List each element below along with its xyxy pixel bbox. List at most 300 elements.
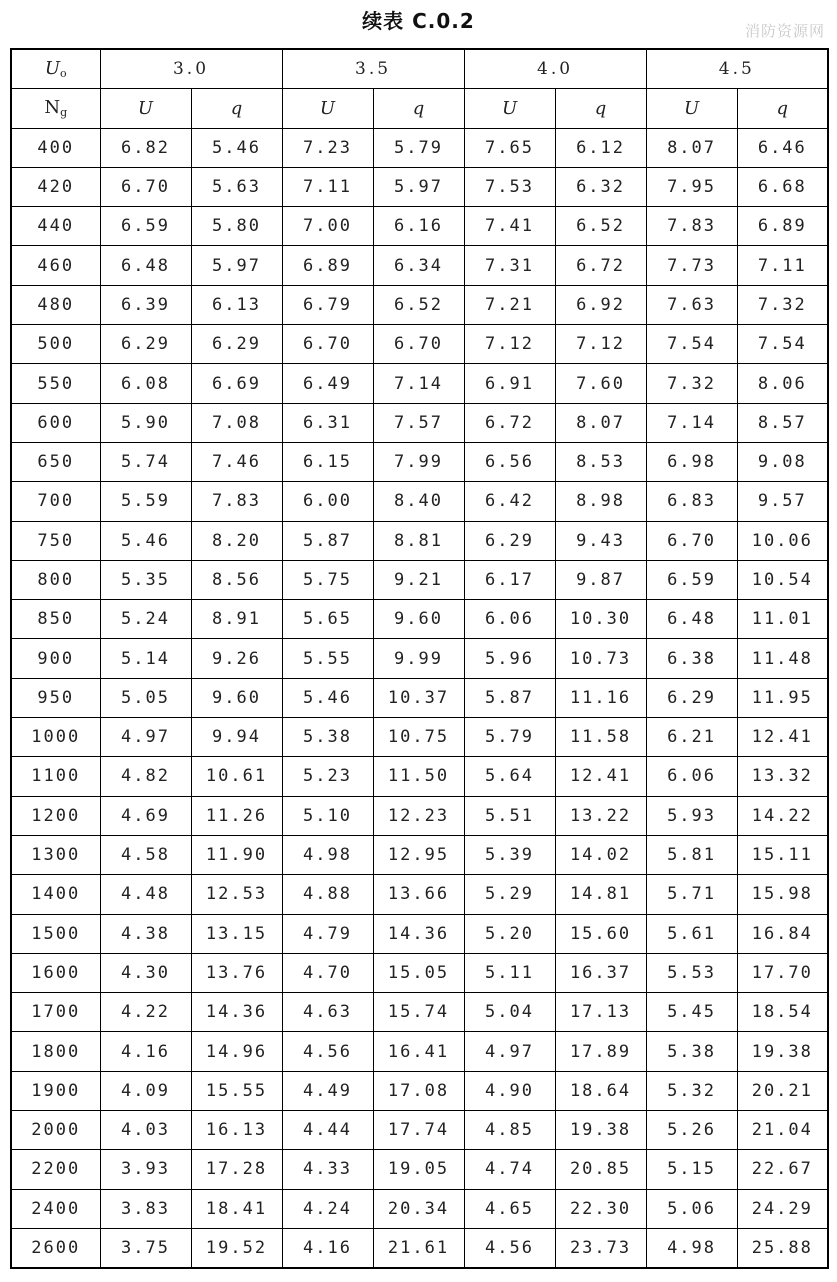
q-value-cell: 17.89	[555, 1032, 646, 1071]
q-value-cell: 21.04	[737, 1111, 828, 1150]
q-value-cell: 11.16	[555, 678, 646, 717]
q-value-cell: 7.54	[737, 325, 828, 364]
u-value-cell: 7.73	[646, 246, 737, 285]
q-value-cell: 6.70	[373, 325, 464, 364]
u-value-cell: 4.56	[464, 1228, 555, 1268]
q-value-cell: 7.60	[555, 364, 646, 403]
u-value-cell: 6.70	[282, 325, 373, 364]
subheader-q: q	[373, 89, 464, 128]
table-row	[11, 442, 828, 481]
u-value-cell: 6.06	[646, 757, 737, 796]
table-row	[11, 1150, 828, 1189]
q-value-cell: 14.36	[373, 914, 464, 953]
table-row	[11, 285, 828, 324]
q-value-cell: 5.80	[191, 207, 282, 246]
table-row	[11, 364, 828, 403]
group-header-2: 3.5	[282, 49, 464, 89]
u-value-cell: 5.46	[282, 678, 373, 717]
u-value-cell: 5.05	[100, 678, 191, 717]
q-value-cell: 9.94	[191, 718, 282, 757]
q-value-cell: 7.46	[191, 442, 282, 481]
q-value-cell: 13.76	[191, 953, 282, 992]
u-value-cell: 3.83	[100, 1189, 191, 1228]
u-value-cell: 6.08	[100, 364, 191, 403]
u-value-cell: 7.11	[282, 167, 373, 206]
u-value-cell: 6.31	[282, 403, 373, 442]
q-value-cell: 14.81	[555, 875, 646, 914]
q-value-cell: 15.74	[373, 993, 464, 1032]
u-value-cell: 8.07	[646, 128, 737, 167]
ng-value-cell: 1400	[11, 875, 100, 914]
subheader-q: q	[737, 89, 828, 128]
u-value-cell: 5.14	[100, 639, 191, 678]
u-value-cell: 5.51	[464, 796, 555, 835]
table-row	[11, 167, 828, 206]
u-value-cell: 5.71	[646, 875, 737, 914]
u-value-cell: 6.83	[646, 482, 737, 521]
u-value-cell: 6.70	[646, 521, 737, 560]
q-value-cell: 13.66	[373, 875, 464, 914]
table-row	[11, 835, 828, 874]
u-value-cell: 7.14	[646, 403, 737, 442]
u-value-cell: 6.15	[282, 442, 373, 481]
u-value-cell: 5.96	[464, 639, 555, 678]
q-value-cell: 13.32	[737, 757, 828, 796]
q-value-cell: 6.72	[555, 246, 646, 285]
u-value-cell: 5.20	[464, 914, 555, 953]
u-value-cell: 4.74	[464, 1150, 555, 1189]
q-value-cell: 7.14	[373, 364, 464, 403]
u-value-cell: 4.56	[282, 1032, 373, 1071]
q-value-cell: 6.92	[555, 285, 646, 324]
q-value-cell: 11.26	[191, 796, 282, 835]
q-value-cell: 6.16	[373, 207, 464, 246]
u-value-cell: 5.59	[100, 482, 191, 521]
q-value-cell: 16.37	[555, 953, 646, 992]
u-value-cell: 7.54	[646, 325, 737, 364]
header-row-subcolumns	[11, 89, 828, 128]
q-value-cell: 8.40	[373, 482, 464, 521]
q-value-cell: 15.11	[737, 835, 828, 874]
q-value-cell: 15.05	[373, 953, 464, 992]
q-value-cell: 7.08	[191, 403, 282, 442]
q-value-cell: 6.13	[191, 285, 282, 324]
q-value-cell: 10.30	[555, 600, 646, 639]
table-row	[11, 600, 828, 639]
q-value-cell: 19.52	[191, 1228, 282, 1268]
q-value-cell: 10.61	[191, 757, 282, 796]
u-value-cell: 4.48	[100, 875, 191, 914]
q-value-cell: 15.55	[191, 1071, 282, 1110]
u-value-cell: 4.63	[282, 993, 373, 1032]
u-value-cell: 5.38	[646, 1032, 737, 1071]
u-value-cell: 4.30	[100, 953, 191, 992]
q-value-cell: 9.26	[191, 639, 282, 678]
u-value-cell: 6.70	[100, 167, 191, 206]
u-value-cell: 6.89	[282, 246, 373, 285]
q-value-cell: 10.54	[737, 560, 828, 599]
q-value-cell: 10.37	[373, 678, 464, 717]
table-row	[11, 207, 828, 246]
u-value-cell: 7.63	[646, 285, 737, 324]
ng-value-cell: 1000	[11, 718, 100, 757]
q-value-cell: 8.98	[555, 482, 646, 521]
q-value-cell: 8.57	[737, 403, 828, 442]
u-value-cell: 6.00	[282, 482, 373, 521]
ng-value-cell: 900	[11, 639, 100, 678]
q-value-cell: 21.61	[373, 1228, 464, 1268]
ng-value-cell: 1700	[11, 993, 100, 1032]
u-value-cell: 6.72	[464, 403, 555, 442]
q-value-cell: 20.85	[555, 1150, 646, 1189]
header-u0-cell	[11, 49, 100, 89]
u-value-cell: 5.29	[464, 875, 555, 914]
u-value-cell: 5.38	[282, 718, 373, 757]
table-row	[11, 678, 828, 717]
u-value-cell: 3.75	[100, 1228, 191, 1268]
u-value-cell: 7.32	[646, 364, 737, 403]
u-value-cell: 4.49	[282, 1071, 373, 1110]
ng-value-cell: 460	[11, 246, 100, 285]
q-value-cell: 13.15	[191, 914, 282, 953]
u-value-cell: 5.45	[646, 993, 737, 1032]
q-value-cell: 6.34	[373, 246, 464, 285]
u-value-cell: 5.15	[646, 1150, 737, 1189]
u-value-cell: 5.90	[100, 403, 191, 442]
q-value-cell: 5.97	[373, 167, 464, 206]
q-value-cell: 10.06	[737, 521, 828, 560]
u-value-cell: 5.46	[100, 521, 191, 560]
table-row	[11, 1071, 828, 1110]
ng-symbol: N	[44, 97, 61, 119]
table-row	[11, 914, 828, 953]
q-value-cell: 15.60	[555, 914, 646, 953]
q-value-cell: 11.58	[555, 718, 646, 757]
table-row	[11, 246, 828, 285]
u-value-cell: 4.90	[464, 1071, 555, 1110]
u-value-cell: 3.93	[100, 1150, 191, 1189]
u-value-cell: 5.65	[282, 600, 373, 639]
ng-value-cell: 1600	[11, 953, 100, 992]
group-header-4: 4.5	[646, 49, 828, 89]
u-value-cell: 6.59	[646, 560, 737, 599]
q-value-cell: 24.29	[737, 1189, 828, 1228]
q-value-cell: 15.98	[737, 875, 828, 914]
q-value-cell: 23.73	[555, 1228, 646, 1268]
ng-value-cell: 700	[11, 482, 100, 521]
u-value-cell: 4.70	[282, 953, 373, 992]
u-value-cell: 4.82	[100, 757, 191, 796]
u-value-cell: 4.22	[100, 993, 191, 1032]
q-value-cell: 11.90	[191, 835, 282, 874]
q-value-cell: 12.23	[373, 796, 464, 835]
q-value-cell: 8.81	[373, 521, 464, 560]
q-value-cell: 5.79	[373, 128, 464, 167]
u-value-cell: 4.88	[282, 875, 373, 914]
u-value-cell: 6.49	[282, 364, 373, 403]
q-value-cell: 8.56	[191, 560, 282, 599]
u-value-cell: 6.98	[646, 442, 737, 481]
u0-subscript: o	[60, 67, 67, 81]
q-value-cell: 8.06	[737, 364, 828, 403]
u-value-cell: 4.97	[464, 1032, 555, 1071]
u-value-cell: 5.87	[464, 678, 555, 717]
q-value-cell: 11.01	[737, 600, 828, 639]
ng-value-cell: 500	[11, 325, 100, 364]
ng-value-cell: 400	[11, 128, 100, 167]
q-value-cell: 6.52	[555, 207, 646, 246]
u-value-cell: 4.58	[100, 835, 191, 874]
ng-value-cell: 750	[11, 521, 100, 560]
q-value-cell: 25.88	[737, 1228, 828, 1268]
table-row	[11, 403, 828, 442]
q-value-cell: 6.32	[555, 167, 646, 206]
u0-symbol: U	[44, 58, 61, 80]
header-ng-cell	[11, 89, 100, 128]
group-header-3: 4.0	[464, 49, 646, 89]
u-value-cell: 7.21	[464, 285, 555, 324]
table-row	[11, 639, 828, 678]
ng-value-cell: 650	[11, 442, 100, 481]
q-value-cell: 19.38	[737, 1032, 828, 1071]
ng-value-cell: 2000	[11, 1111, 100, 1150]
q-value-cell: 11.48	[737, 639, 828, 678]
u-value-cell: 5.53	[646, 953, 737, 992]
q-value-cell: 18.64	[555, 1071, 646, 1110]
u-value-cell: 5.75	[282, 560, 373, 599]
u-value-cell: 6.29	[646, 678, 737, 717]
table-row	[11, 521, 828, 560]
u-value-cell: 4.38	[100, 914, 191, 953]
q-value-cell: 5.46	[191, 128, 282, 167]
u-value-cell: 5.24	[100, 600, 191, 639]
u-value-cell: 6.82	[100, 128, 191, 167]
table-row	[11, 796, 828, 835]
q-value-cell: 9.57	[737, 482, 828, 521]
u-value-cell: 6.21	[646, 718, 737, 757]
q-value-cell: 16.13	[191, 1111, 282, 1150]
u-value-cell: 6.56	[464, 442, 555, 481]
q-value-cell: 19.38	[555, 1111, 646, 1150]
u-value-cell: 7.00	[282, 207, 373, 246]
u-value-cell: 6.17	[464, 560, 555, 599]
subheader-q: q	[555, 89, 646, 128]
q-value-cell: 17.70	[737, 953, 828, 992]
ng-value-cell: 550	[11, 364, 100, 403]
q-value-cell: 7.83	[191, 482, 282, 521]
u-value-cell: 5.81	[646, 835, 737, 874]
table-row	[11, 482, 828, 521]
q-value-cell: 9.21	[373, 560, 464, 599]
u-value-cell: 5.06	[646, 1189, 737, 1228]
q-value-cell: 14.02	[555, 835, 646, 874]
table-row	[11, 128, 828, 167]
ng-value-cell: 850	[11, 600, 100, 639]
q-value-cell: 17.28	[191, 1150, 282, 1189]
ng-value-cell: 2200	[11, 1150, 100, 1189]
ng-value-cell: 440	[11, 207, 100, 246]
u-value-cell: 5.39	[464, 835, 555, 874]
ng-value-cell: 1900	[11, 1071, 100, 1110]
q-value-cell: 6.68	[737, 167, 828, 206]
u-value-cell: 4.79	[282, 914, 373, 953]
q-value-cell: 10.73	[555, 639, 646, 678]
q-value-cell: 6.12	[555, 128, 646, 167]
q-value-cell: 7.99	[373, 442, 464, 481]
u-value-cell: 6.48	[646, 600, 737, 639]
header-row-groups	[11, 49, 828, 89]
ng-value-cell: 1500	[11, 914, 100, 953]
u-value-cell: 4.98	[646, 1228, 737, 1268]
q-value-cell: 20.21	[737, 1071, 828, 1110]
u-value-cell: 7.23	[282, 128, 373, 167]
q-value-cell: 14.96	[191, 1032, 282, 1071]
table-row	[11, 1189, 828, 1228]
u-value-cell: 6.39	[100, 285, 191, 324]
table-row	[11, 718, 828, 757]
q-value-cell: 12.95	[373, 835, 464, 874]
u-value-cell: 4.44	[282, 1111, 373, 1150]
subheader-u: U	[646, 89, 737, 128]
ng-value-cell: 950	[11, 678, 100, 717]
u-value-cell: 7.31	[464, 246, 555, 285]
q-value-cell: 17.08	[373, 1071, 464, 1110]
ng-value-cell: 480	[11, 285, 100, 324]
table-row	[11, 1111, 828, 1150]
q-value-cell: 7.12	[555, 325, 646, 364]
u-value-cell: 5.35	[100, 560, 191, 599]
table-title: 续表 C.0.2	[362, 9, 475, 33]
u-value-cell: 5.79	[464, 718, 555, 757]
q-value-cell: 8.91	[191, 600, 282, 639]
u-value-cell: 7.95	[646, 167, 737, 206]
q-value-cell: 11.50	[373, 757, 464, 796]
u-value-cell: 5.87	[282, 521, 373, 560]
u-value-cell: 5.11	[464, 953, 555, 992]
q-value-cell: 17.74	[373, 1111, 464, 1150]
u-value-cell: 5.10	[282, 796, 373, 835]
table-row	[11, 757, 828, 796]
q-value-cell: 19.05	[373, 1150, 464, 1189]
u-value-cell: 6.48	[100, 246, 191, 285]
q-value-cell: 9.43	[555, 521, 646, 560]
q-value-cell: 8.07	[555, 403, 646, 442]
u-value-cell: 7.41	[464, 207, 555, 246]
table-row	[11, 1228, 828, 1268]
watermark: 消防资源网	[744, 22, 825, 40]
ng-value-cell: 1300	[11, 835, 100, 874]
q-value-cell: 14.22	[737, 796, 828, 835]
q-value-cell: 10.75	[373, 718, 464, 757]
q-value-cell: 14.36	[191, 993, 282, 1032]
u-value-cell: 5.55	[282, 639, 373, 678]
table-row	[11, 953, 828, 992]
q-value-cell: 7.32	[737, 285, 828, 324]
u-value-cell: 6.38	[646, 639, 737, 678]
q-value-cell: 9.60	[191, 678, 282, 717]
subheader-u: U	[464, 89, 555, 128]
q-value-cell: 12.41	[555, 757, 646, 796]
u-value-cell: 4.16	[100, 1032, 191, 1071]
q-value-cell: 6.89	[737, 207, 828, 246]
ng-value-cell: 1200	[11, 796, 100, 835]
q-value-cell: 17.13	[555, 993, 646, 1032]
data-table	[10, 48, 829, 1269]
table-row	[11, 560, 828, 599]
q-value-cell: 22.30	[555, 1189, 646, 1228]
q-value-cell: 6.46	[737, 128, 828, 167]
q-value-cell: 8.53	[555, 442, 646, 481]
u-value-cell: 6.42	[464, 482, 555, 521]
u-value-cell: 4.03	[100, 1111, 191, 1150]
q-value-cell: 8.20	[191, 521, 282, 560]
u-value-cell: 7.83	[646, 207, 737, 246]
u-value-cell: 7.65	[464, 128, 555, 167]
q-value-cell: 16.84	[737, 914, 828, 953]
q-value-cell: 9.99	[373, 639, 464, 678]
table-row	[11, 1032, 828, 1071]
q-value-cell: 6.29	[191, 325, 282, 364]
u-value-cell: 5.61	[646, 914, 737, 953]
ng-value-cell: 800	[11, 560, 100, 599]
u-value-cell: 7.12	[464, 325, 555, 364]
q-value-cell: 9.60	[373, 600, 464, 639]
q-value-cell: 7.11	[737, 246, 828, 285]
table-body	[11, 128, 828, 1268]
ng-value-cell: 1100	[11, 757, 100, 796]
u-value-cell: 6.79	[282, 285, 373, 324]
u-value-cell: 6.91	[464, 364, 555, 403]
q-value-cell: 6.52	[373, 285, 464, 324]
subheader-q: q	[191, 89, 282, 128]
u-value-cell: 4.98	[282, 835, 373, 874]
q-value-cell: 6.69	[191, 364, 282, 403]
table-row	[11, 325, 828, 364]
ng-value-cell: 1800	[11, 1032, 100, 1071]
u-value-cell: 7.53	[464, 167, 555, 206]
subheader-u: U	[100, 89, 191, 128]
q-value-cell: 22.67	[737, 1150, 828, 1189]
u-value-cell: 5.26	[646, 1111, 737, 1150]
ng-value-cell: 420	[11, 167, 100, 206]
q-value-cell: 9.87	[555, 560, 646, 599]
u-value-cell: 6.06	[464, 600, 555, 639]
ng-subscript: g	[60, 106, 68, 120]
u-value-cell: 4.33	[282, 1150, 373, 1189]
u-value-cell: 4.97	[100, 718, 191, 757]
u-value-cell: 4.09	[100, 1071, 191, 1110]
u-value-cell: 5.32	[646, 1071, 737, 1110]
u-value-cell: 6.29	[464, 521, 555, 560]
table-row	[11, 875, 828, 914]
u-value-cell: 4.24	[282, 1189, 373, 1228]
u-value-cell: 5.93	[646, 796, 737, 835]
u-value-cell: 4.69	[100, 796, 191, 835]
q-value-cell: 5.97	[191, 246, 282, 285]
u-value-cell: 6.29	[100, 325, 191, 364]
ng-value-cell: 2400	[11, 1189, 100, 1228]
u-value-cell: 5.23	[282, 757, 373, 796]
ng-value-cell: 600	[11, 403, 100, 442]
q-value-cell: 18.41	[191, 1189, 282, 1228]
u-value-cell: 4.65	[464, 1189, 555, 1228]
q-value-cell: 11.95	[737, 678, 828, 717]
q-value-cell: 12.53	[191, 875, 282, 914]
q-value-cell: 12.41	[737, 718, 828, 757]
u-value-cell: 5.04	[464, 993, 555, 1032]
u-value-cell: 4.16	[282, 1228, 373, 1268]
u-value-cell: 6.59	[100, 207, 191, 246]
